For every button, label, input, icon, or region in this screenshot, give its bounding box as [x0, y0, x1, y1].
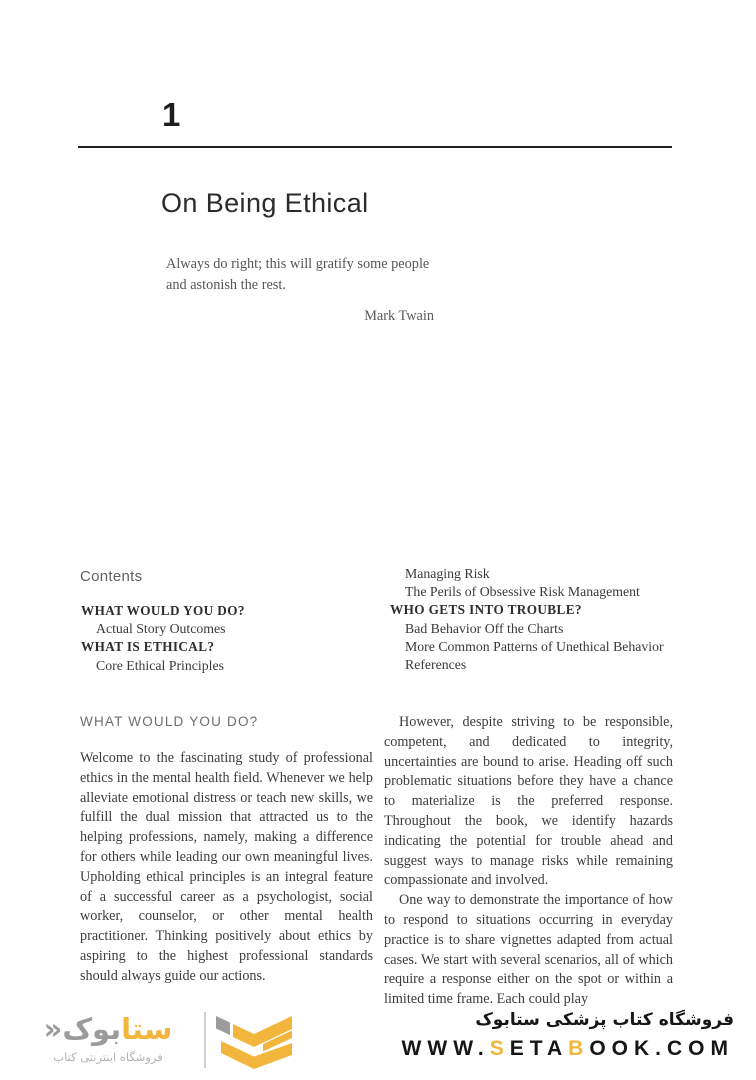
wordmark-accent-text: ستا: [121, 1012, 173, 1046]
contents-entry: References: [405, 656, 467, 672]
chapter-title: On Being Ethical: [161, 188, 369, 218]
watermark-footer: [0, 1004, 756, 1080]
url-part: OOK.COM: [589, 1037, 734, 1060]
epigraph: [166, 254, 434, 327]
store-name-persian: فروشگاه کتاب پزشکی ستابوک: [475, 1010, 734, 1030]
contents-entry: WHO GETS INTO TROUBLE?: [390, 602, 582, 618]
url-part: ETA: [509, 1037, 569, 1060]
contents-entry: Managing Risk: [405, 566, 490, 581]
website-url: [402, 1037, 734, 1061]
contents-heading: Contents: [80, 568, 143, 585]
setabook-logo-wordmark: [28, 1012, 188, 1046]
setabook-chevron-logo-icon: [216, 1007, 292, 1075]
epigraph-text: Always do right; this will gratify some people and astonish the rest.: [166, 256, 430, 293]
body-paragraph: However, despite striving to be responsible, competent, and dedicated to integrity, uncertainties are bound to arise. Heading off such problematic situations before they have a chance to materialize is the preferred response. Throughout the book, we identify hazards indicating the potential for trouble ahead and suggest ways to manage risks while remaining compassionate and involved.: [384, 714, 673, 889]
chapter-rule-divider: [78, 146, 672, 148]
url-accent-s: S: [489, 1037, 510, 1060]
url-accent-b: B: [568, 1037, 590, 1060]
wordmark-gray-text: بوک«: [43, 1012, 122, 1046]
url-part: WWW.: [401, 1037, 490, 1060]
contents-entry: WHAT IS ETHICAL?: [81, 639, 215, 655]
logo-tagline: فروشگاه اینترنتی کتاب: [53, 1050, 163, 1064]
body-column-right: [384, 713, 673, 1010]
watermark-right-block: [402, 1008, 734, 1061]
contents-list-right: [390, 565, 690, 674]
contents-entry: Actual Story Outcomes: [96, 621, 226, 637]
body-section-heading: WHAT WOULD YOU DO?: [80, 714, 259, 729]
contents-entry: Core Ethical Principles: [96, 657, 224, 673]
body-paragraph: Welcome to the fascinating study of professional ethics in the mental health field. Whenever we help alleviate emotional distress or teach new skills, we fulfill the dual mission that attracted us to the helping professions, namely, making a difference for others while leading our own meaningful lives. Upholding ethical principles is an integral feature of a successful career as a psychologist, social worker, counselor, or other mental health practitioner. Thinking positively about ethics by aspiring to the highest professional standards should always guide our actions.: [80, 750, 373, 984]
contents-entry: WHAT WOULD YOU DO?: [81, 603, 245, 618]
contents-entry: The Perils of Obsessive Risk Management: [405, 584, 640, 600]
contents-entry: More Common Patterns of Unethical Behavior: [405, 638, 664, 654]
body-paragraph: One way to demonstrate the importance of how to respond to situations occurring in everyday practice is to share vignettes adapted from actual cases. We start with several scenarios, all of which require a response either on the spot or within a limited time frame. Each could play: [384, 892, 673, 1008]
body-column-left: [80, 749, 373, 987]
chapter-number: 1: [162, 96, 182, 133]
epigraph-attribution: Mark Twain: [364, 308, 434, 324]
logo-divider: [204, 1012, 206, 1068]
contents-entry: Bad Behavior Off the Charts: [405, 620, 564, 636]
contents-list-left: [81, 602, 381, 675]
